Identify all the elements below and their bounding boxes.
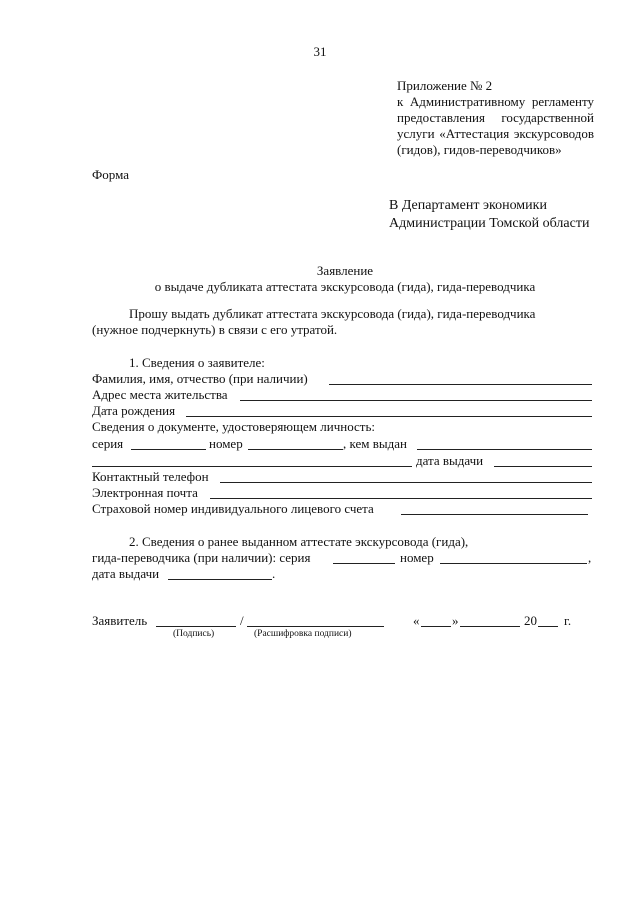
appendix-line-3: предоставления государственной (397, 110, 594, 125)
applicant-label: Заявитель (92, 613, 148, 628)
section2-issue-date-field[interactable] (168, 579, 272, 580)
page-number: 31 (313, 44, 327, 59)
date-month-field[interactable] (460, 626, 520, 627)
address-label: Адрес места жительства (92, 387, 228, 402)
section2-series-field[interactable] (333, 563, 395, 564)
section2-number-field[interactable] (440, 563, 587, 564)
date-day-field[interactable] (421, 626, 451, 627)
full-name-label: Фамилия, имя, отчество (при наличии) (92, 371, 308, 386)
full-name-field[interactable] (329, 384, 592, 385)
number-label: номер (209, 436, 243, 451)
form-label: Форма (92, 167, 129, 182)
date-quote-close: » (452, 613, 459, 628)
issued-by-field[interactable] (417, 449, 592, 450)
phone-field[interactable] (220, 482, 592, 483)
snils-label: Страховой номер индивидуального лицевого счета (92, 501, 374, 516)
document-subtitle: о выдаче дубликата аттестата экскурсовода (гида), гида-переводчика (154, 279, 536, 294)
date-quote-open: « (413, 613, 420, 628)
signature-slash: / (240, 613, 244, 628)
date-year-suffix: г. (564, 613, 572, 628)
section2-issue-date-label: дата выдачи (92, 566, 160, 581)
number-field[interactable] (248, 449, 343, 450)
section2-comma: , (588, 550, 592, 565)
section2-heading: 2. Сведения о ранее выданном аттестате экскурсовода (гида), (129, 534, 469, 549)
intro-line-1: Прошу выдать дубликат аттестата экскурсовода (гида), гида-переводчика (129, 306, 536, 321)
birth-date-field[interactable] (186, 416, 592, 417)
issue-date-label: дата выдачи (416, 453, 484, 468)
section2-number-label: номер (400, 550, 434, 565)
document-title: Заявление (316, 263, 374, 278)
addressee-block (389, 197, 589, 233)
signature-decoding-caption: (Расшифровка подписи) (254, 629, 352, 639)
date-year-prefix: 20 (524, 613, 537, 628)
signature-decoding-field[interactable] (247, 626, 384, 627)
address-field[interactable] (240, 400, 592, 401)
section2-period: . (272, 566, 276, 581)
email-field[interactable] (210, 498, 592, 499)
issued-by-field-continued[interactable] (92, 466, 412, 467)
appendix-title: Приложение № 2 (397, 78, 493, 93)
series-field[interactable] (131, 449, 206, 450)
intro-line-2: (нужное подчеркнуть) в связи с его утратой. (92, 322, 338, 337)
issue-date-field[interactable] (494, 466, 592, 467)
addressee-line-2: Администрации Томской области (389, 216, 590, 231)
section2-series-label: гида-переводчика (при наличии): серия (92, 550, 311, 565)
appendix-line-2: к Административному регламенту (397, 94, 594, 109)
phone-label: Контактный телефон (92, 469, 209, 484)
appendix-block (397, 78, 594, 158)
series-label: серия (92, 436, 124, 451)
snils-field[interactable] (401, 514, 588, 515)
appendix-line-4: услуги «Аттестация экскурсоводов (397, 126, 594, 141)
appendix-line-5: (гидов), гидов-переводчиков» (397, 142, 562, 157)
section1-heading: 1. Сведения о заявителе: (129, 355, 265, 370)
birth-date-label: Дата рождения (92, 403, 176, 418)
date-year-field[interactable] (538, 626, 558, 627)
id-document-label: Сведения о документе, удостоверяющем личность: (92, 419, 376, 434)
addressee-line-1: В Департамент экономики (389, 198, 547, 213)
issued-by-label: , кем выдан (343, 436, 407, 451)
signature-field[interactable] (156, 626, 236, 627)
signature-caption: (Подпись) (173, 629, 215, 639)
email-label: Электронная почта (92, 485, 198, 500)
